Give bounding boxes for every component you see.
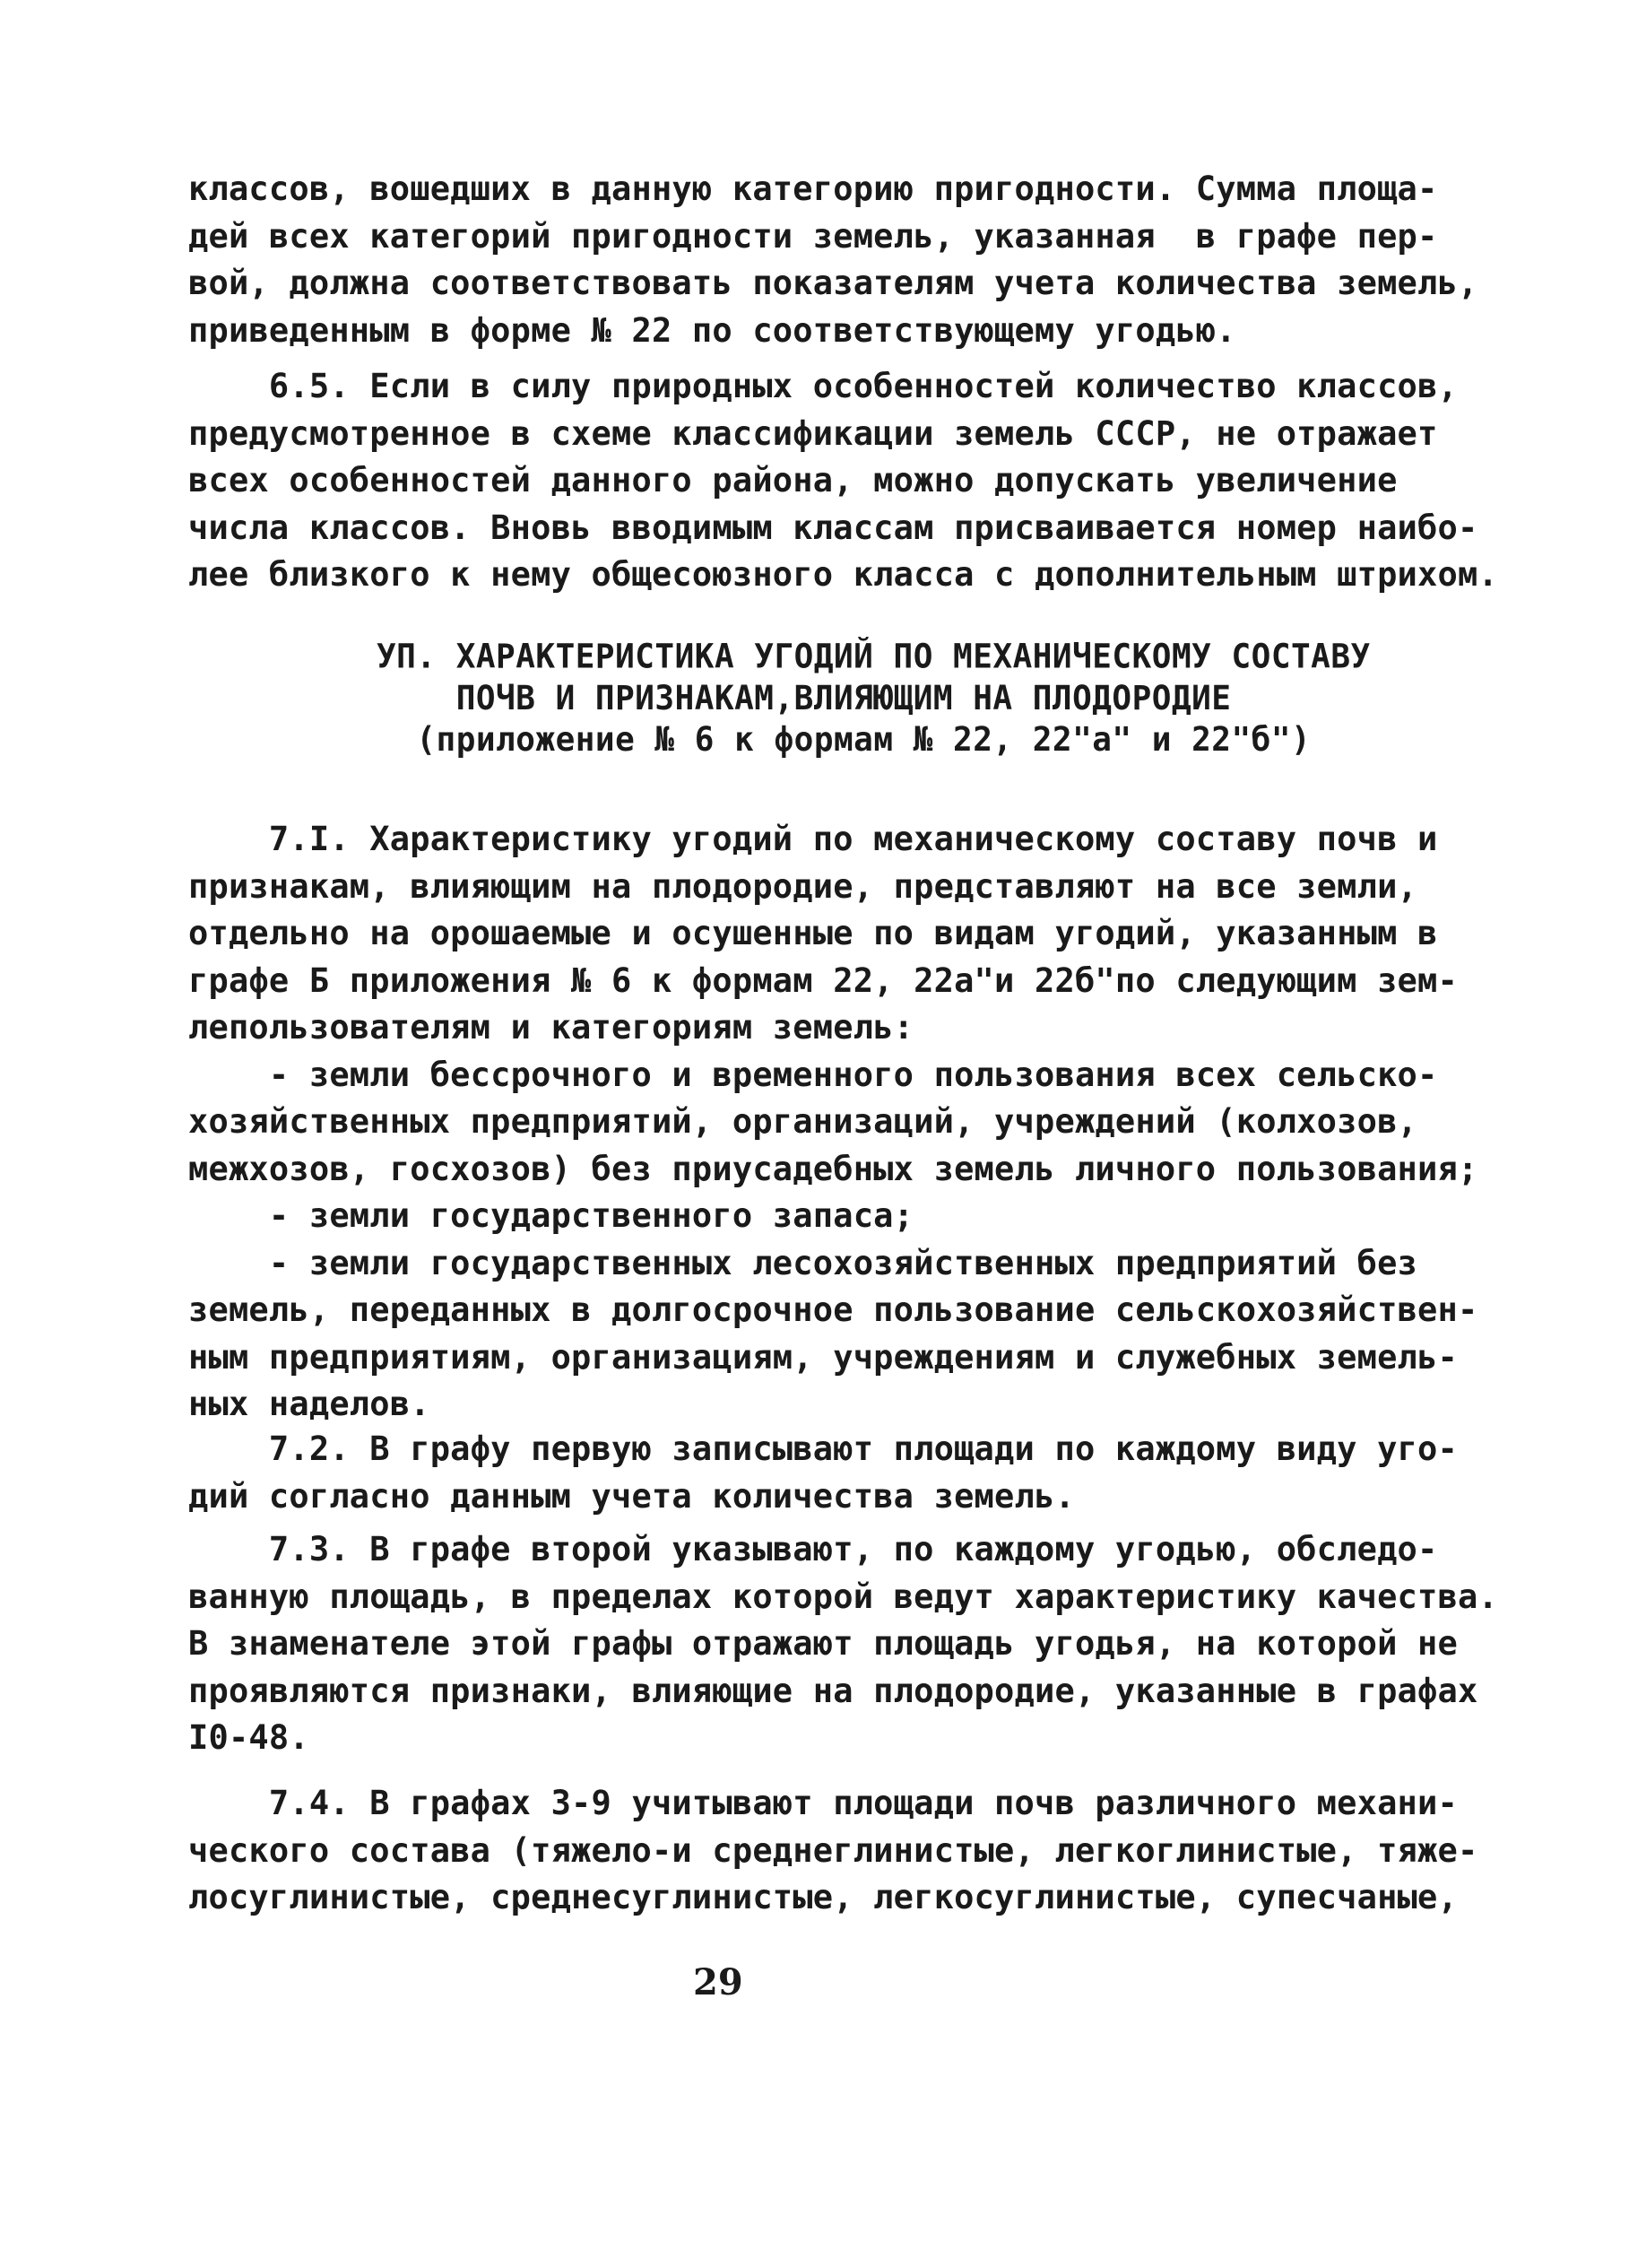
list-item: - земли бессрочного и временного пользования всех сельско-: [188, 1055, 1438, 1094]
text-line: I0-48.: [188, 1718, 309, 1757]
text-line: 6.5. Если в силу природных особенностей количество классов,: [188, 367, 1458, 405]
text-line: ных наделов.: [188, 1385, 430, 1423]
paragraph-7-1: [188, 816, 1478, 1429]
text-line: приведенным в форме № 22 по соответствующему угодью.: [188, 310, 1236, 350]
text-line: В знаменателе этой графы отражают площадь угодья, на которой не: [188, 1624, 1458, 1663]
paragraph-6-4-continuation: [188, 166, 1478, 354]
text-line: признакам, влияющим на плодородие, представляют на все земли,: [188, 866, 1418, 906]
text-line: отдельно на орошаемые и осушенные по видам угодий, указанным в: [188, 914, 1438, 952]
text-line: лосуглинистые, среднесуглинистые, легкосуглинистые, супесчаные,: [188, 1878, 1458, 1916]
text-line: хозяйственных предприятий, организаций, учреждений (колхозов,: [188, 1102, 1418, 1141]
text-line: ческого состава (тяжело-и среднеглинистые, легкоглинистые, тяже-: [188, 1830, 1478, 1870]
text-line: графе Б приложения № 6 к формам 22, 22а"и 22б"по следующим зем-: [188, 960, 1458, 1000]
text-line: лепользователям и категориям земель:: [188, 1008, 914, 1047]
section-heading: [377, 637, 1371, 761]
text-line: дей всех категорий пригодности земель, указанная в графе пер-: [188, 216, 1438, 256]
text-line: 7.I. Характеристику угодий по механическому составу почв и: [188, 820, 1438, 858]
text-line: вой, должна соответствовать показателям учета количества земель,: [188, 264, 1478, 302]
text-line: числа классов. Вновь вводимым классам присваивается номер наибо-: [188, 508, 1478, 547]
text-line: классов, вошедших в данную категорию пригодности. Сумма площа-: [188, 169, 1438, 208]
text-line: 7.3. В графе второй указывают, по каждому угодью, обследо-: [188, 1530, 1438, 1568]
page-number: 29: [693, 1961, 743, 2003]
text-line: земель, переданных в долгосрочное пользование сельскохозяйствен-: [188, 1290, 1478, 1329]
list-item: - земли государственных лесохозяйственных предприятий без: [188, 1243, 1418, 1282]
text-line: лее близкого к нему общесоюзного класса с дополнительным штрихом.: [188, 555, 1498, 594]
text-line: межхозов, госхозов) без приусадебных земель личного пользования;: [188, 1149, 1478, 1188]
text-line: проявляются признаки, влияющие на плодородие, указанные в графах: [188, 1671, 1478, 1710]
section-title-line-1: УП. ХАРАКТЕРИСТИКА УГОДИЙ ПО МЕХАНИЧЕСКОМУ СОСТАВУ: [377, 638, 1371, 677]
text-line: ным предприятиям, организациям, учреждениям и служебных земель-: [188, 1337, 1458, 1377]
text-line: дий согласно данным учета количества земель.: [188, 1476, 1075, 1516]
paragraph-6-5: [188, 363, 1498, 599]
paragraph-7-3: [188, 1526, 1498, 1762]
text-line: 7.2. В графу первую записывают площади по каждому виду уго-: [188, 1429, 1458, 1468]
text-line: всех особенностей данного района, можно допускать увеличение: [188, 461, 1398, 500]
text-line: предусмотренное в схеме классификации земель СССР, не отражает: [188, 413, 1438, 453]
section-title-line-2: ПОЧВ И ПРИЗНАКАМ,ВЛИЯЮЩИМ НА ПЛОДОРОДИЕ: [377, 679, 1232, 718]
paragraph-7-2: [188, 1426, 1458, 1520]
section-subtitle: (приложение № 6 к формам № 22, 22"а" и 22"б"): [377, 720, 1312, 760]
paragraph-7-4: [188, 1780, 1478, 1922]
text-line: 7.4. В графах 3-9 учитывают площади почв различного механи-: [188, 1784, 1458, 1822]
list-item: - земли государственного запаса;: [188, 1196, 914, 1235]
text-line: ванную площадь, в пределах которой ведут характеристику качества.: [188, 1577, 1498, 1616]
